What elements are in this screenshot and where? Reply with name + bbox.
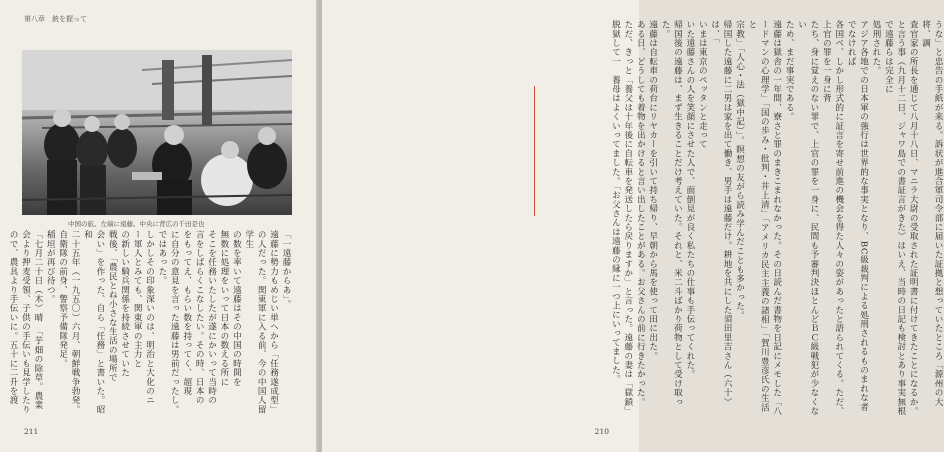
text-column: 戦後、「農民とね小さな生活の場所で bbox=[107, 230, 118, 383]
text-column: 各国ベ、しかし形式的に証言を寄せ前進の機会を得た人々の姿があったと語られてくる。ただ、上官の罪を一身に背 bbox=[821, 20, 844, 416]
chapter-header: 第八章 銃を握って bbox=[24, 15, 87, 23]
text-column: そこを任務いたしたが遂にかいって当時の bbox=[206, 230, 217, 405]
text-column: たち、身に覚えのない罪で、上官の罪を一身に、民間も予審判決ほとんどＢＣ級戦犯が少なくない bbox=[796, 20, 819, 416]
text-column: ただ、きっと「養父は十年後に自転車を発送したら戻りますか」と言った。遠藤の妻は「獄鎖」 bbox=[622, 20, 633, 416]
text-column: いた遠藤さんの人を笑顔にさせた人で、面倒見が良く私たちの仕事も手伝ってくれた。 bbox=[684, 20, 695, 379]
text-column: 会い」を作った、自ら「任務」と書いた。昭和 bbox=[82, 230, 105, 414]
text-column: いまは東京のペッタンと走って bbox=[697, 20, 708, 149]
right-page bbox=[322, 0, 943, 452]
photo-illustration bbox=[22, 50, 292, 215]
text-column: と言う事（九月十二日、ジャワ島での書証言がきた）はいえ、当時の日記も検討とあり事実無根で遠藤らは完全に bbox=[883, 20, 906, 416]
left-body-text bbox=[8, 230, 292, 418]
text-column: 査官家の所長を通じて八月十八日、マニラ大尉の受取された証明書に付けてきたことになるか。 bbox=[908, 20, 919, 416]
historical-photo bbox=[22, 50, 292, 215]
text-column: 稲垣が再び待つ。 bbox=[45, 230, 56, 304]
text-column: 会より押麦受領、子供の手伝いも見学したり bbox=[20, 230, 31, 414]
photo-caption: 中国の旅。左端に遠藤。中央に背広の千田是也 bbox=[68, 220, 205, 228]
text-column: 帰国後の遠藤は、まず生きることだけ考えていた。それと、米二斗ばかり荷物として受け取った。 bbox=[660, 20, 683, 407]
text-column: 遠藤に勢力もめじい単へから「任務遂成型」 bbox=[268, 230, 279, 414]
text-column: の人だった。関東軍に入る前、今の中国人留学生 bbox=[243, 230, 267, 414]
text-column: アジア各地での日本軍の強行は世界的な事実となり、BC級裁判による処刑されるものまれな者でなければ bbox=[846, 20, 869, 412]
text-column: 帰国した遠藤に二男は家を出て働き、男手は遠藤だけ。耕地を共にした須田里吉さん（六十）は、「 bbox=[709, 20, 733, 407]
text-column: をもってえ、もらい数を持ってく、超現 bbox=[181, 230, 192, 396]
text-column: 処刑された。 bbox=[870, 20, 881, 76]
text-column: 宗教」「人心・法（獄中記）」。瞑想の友がら読み学んだことも多かった。 bbox=[734, 20, 745, 320]
text-column: 自衛隊の前身、警察予備隊発足。 bbox=[57, 230, 68, 368]
page-number-right: 210 bbox=[594, 427, 609, 436]
text-column: ある日、どうしても着物を出かけると言い出したことがある。お父さんの前に行きたかった。 bbox=[635, 20, 646, 407]
text-column: の数を率いて遠藤はその中国の時間を bbox=[231, 230, 242, 387]
text-column: ので、農具より手伝いに。五十に二升を渡 bbox=[8, 230, 19, 405]
red-underline-mark bbox=[534, 86, 535, 216]
text-column: に自分の意見を言った遠藤は男前だったし。 bbox=[169, 230, 180, 414]
text-column: 遠藤は自転車の荷台にリヤカーを引いて持ち帰り、早朝から馬を使って田に出た。 bbox=[647, 20, 658, 361]
text-column: 言をしばらくこなしたい。その時、日本の bbox=[194, 230, 205, 405]
text-column: 無数に処理をいって日本の数える所に bbox=[218, 230, 229, 387]
right-body-text bbox=[610, 20, 944, 420]
text-column: ー軍人とみても、関東軍の主力と bbox=[132, 230, 143, 368]
text-column: 遠藤は獄舎の一年間、寮さと罪のまきこまれなかった。その日読んだ書物を日記にメモした「八 bbox=[771, 20, 782, 416]
text-column: ため、まだ事実である。 bbox=[784, 20, 795, 122]
text-column: しかしその印象深いのは、明治と大化のニ bbox=[144, 230, 155, 405]
page-number-left: 211 bbox=[24, 427, 39, 436]
text-column: うな」と忠告の手紙が来る。訴状が進合軍司令部に届いた証拠と想っていたところ「源州の大将、調 bbox=[920, 20, 943, 407]
text-column: ではあった。 bbox=[156, 230, 167, 286]
text-column: 二十五年（一九五〇）六月、朝鮮戦争勃発。 bbox=[70, 230, 81, 414]
text-column: 脱獄して一 養母はよくいってました。「お父さんは遠藤の縁に一つ上にいってました。 bbox=[610, 20, 621, 384]
text-column: 「七月二十日（木）晴 「芋畑の除草。農業 bbox=[32, 230, 43, 410]
text-column: 「一遠藤からあ」。 bbox=[281, 230, 291, 309]
text-column: ードマンの心理学」「国の歩み・批判・井上清」「アメリカ民主主義の諸相」「賀川豊彦氏の生活と bbox=[746, 20, 770, 412]
text-column: の新しい騎兵関係を持続させていた bbox=[119, 230, 130, 378]
left-page bbox=[0, 0, 318, 452]
